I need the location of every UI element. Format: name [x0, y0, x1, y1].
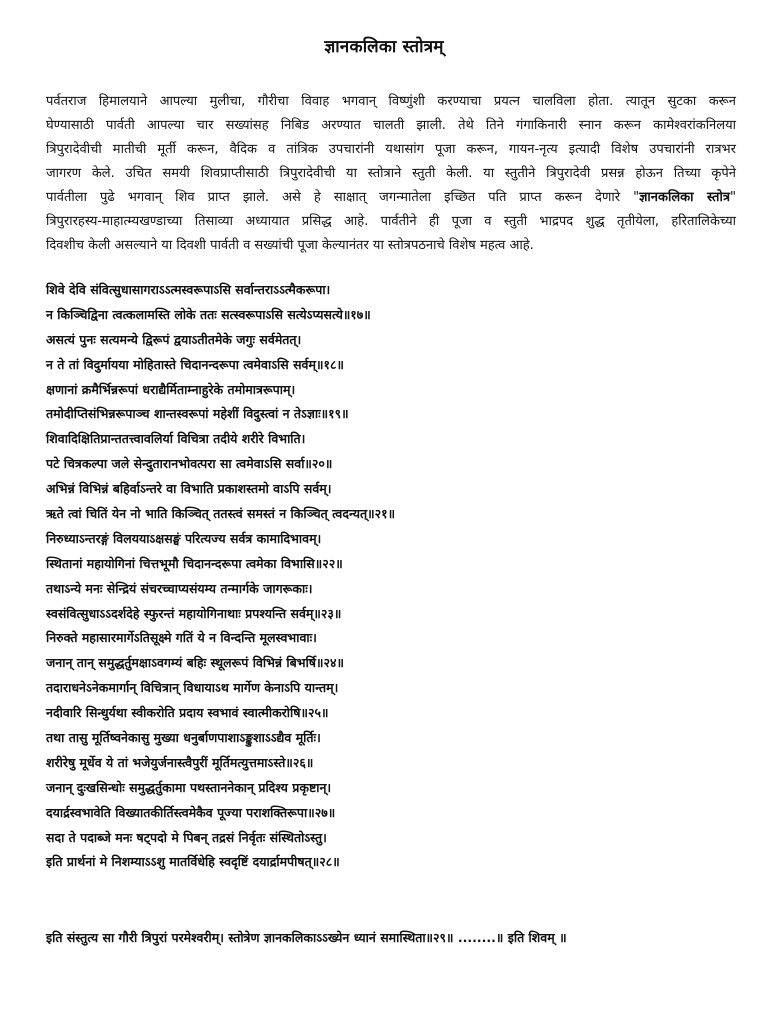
- verse-line: स्थितानां महायोगिनां चित्तभूमौ चिदानन्दरूपा त्वमेका विभासि॥२२॥: [46, 555, 343, 571]
- verse-line: ऋते त्वां चितिं येन नो भाति किञ्चित् ततस्त्वं समस्तं न किञ्चित् त्वदन्यत्॥२१॥: [46, 506, 396, 522]
- intro-line: त्रिपुरादेवीची मातीची मूर्ती करून, वैदिक व तांत्रिक उपचारांनी यथासांग पूजा करून, गायन-नृत्य इत्यादी विशेष उपचारांनी रात्रभर: [46, 142, 736, 157]
- verse-line: तदाराधनेऽनेकमार्गान् विचित्रान् विधायाऽथ मार्गेण केनाऽपि यान्तम्।: [46, 680, 339, 696]
- intro-line: घेण्यासाठी पार्वती आपल्या चार सख्यांसह निबिड अरण्यात चालती झाली. तेथे तिने गंगाकिनारी स्नान करून कामेश्वरांकनिलया: [46, 118, 736, 133]
- intro-line: त्रिपुरारहस्य-माहात्म्यखण्डाच्या तिसाव्या अध्यायात प्रसिद्ध आहे. पार्वतीने ही पूजा व स्तुती भाद्रपद शुद्ध तृतीयेला, हरितालिकेच्या: [46, 214, 736, 229]
- intro-paragraph: [46, 90, 736, 258]
- verse-line: पटे चित्रकल्पा जले सेन्दुतारानभोवत्परा सा त्वमेवाऽसि सर्वा॥२०॥: [46, 456, 333, 472]
- intro-line-with-title: [46, 186, 736, 210]
- verse-line: शिवादिक्षितिप्रान्ततत्त्वावलिर्या विचित्रा तदीये शरीरे विभाति।: [46, 431, 306, 447]
- verse-line: इति प्रार्थनां मे निशम्याऽऽशु मातर्विधेहि स्वदृष्टिं दयार्द्रामपीषत्॥२८॥: [46, 854, 340, 870]
- verse-line: शरीरेषु मूर्धेव ये तां भजेयुर्जनास्त्वैपुरीं मूर्तिमत्युत्तमाऽस्ते॥२६॥: [46, 754, 314, 770]
- intro-line-text: पार्वतीला पुढे भगवान् शिव प्राप्त झाले. असे हे साक्षात् जगन्मातेला इच्छित पति प्राप्त करून देणारे ": [46, 190, 640, 205]
- verse-list: [46, 278, 736, 875]
- verse-line: निरुध्याऽन्तरङ्गं विलययाऽक्षसङ्घं परित्यज्य सर्वत्र कामादिभावम्।: [46, 530, 322, 546]
- verse-line: सदा ते पदाब्जे मनः षट्पदो मे पिबन् तद्रसं निर्वृतः संस्थितोऽस्तु।: [46, 829, 327, 845]
- stotra-name-bold: ज्ञानकलिका स्तोत्र: [639, 190, 730, 205]
- intro-line: दिवशीच केली असल्याने या दिवशी पार्वती व सख्यांची पूजा केल्यानंतर या स्तोत्रपठनाचे विशेष महत्व आहे.: [46, 238, 534, 253]
- closing-verse: इति संस्तुत्य सा गौरी त्रिपुरां परमेश्वरीम्। स्तोत्रेण ज्ञानकलिकाऽऽख्येन ध्यानं समास्थिता॥२९॥ ........॥ इति शिवम् ॥: [46, 930, 567, 945]
- verse-line: अभिन्नं विभिन्नं बहिर्वाऽन्तरे वा विभाति प्रकाशस्तमो वाऽपि सर्वम्।: [46, 481, 332, 497]
- verse-line: न किञ्चिद्विना त्वत्कलामस्ति लोके ततः सत्स्वरूपाऽसि सत्येऽप्यसत्ये॥१७॥: [46, 306, 371, 322]
- verse-line: निरुक्ते महासारमार्गेऽतिसूक्ष्मे गतिं ये न विन्दन्ति मूलस्वभावाः।: [46, 630, 317, 646]
- verse-line: तमोदीप्तिसंभिन्नरूपाञ्च शान्तस्वरूपां महेशीं विदुस्त्वां न तेऽज्ञाः॥१९॥: [46, 406, 349, 422]
- page-title: ज्ञानकलिका स्तोत्रम्: [324, 37, 444, 57]
- verse-line: क्षणानां क्रमैर्भिन्नरूपां धराद्यैर्मिताम्नाहुरेके तमोमात्ररूपाम्।: [46, 381, 296, 397]
- verse-line: स्वसंवित्सुधाऽऽदर्शदेहे स्फुरन्तं महायोगिनाथाः प्रपश्यन्ति सर्वम्॥२३॥: [46, 605, 342, 621]
- intro-line: जागरण केले. उचित समयी शिवप्राप्तीसाठी त्रिपुरादेवीची या स्तोत्राने स्तुती केली. या स्तुतीने त्रिपुरादेवी प्रसन्न होऊन तिच्या कृपेने: [46, 166, 736, 181]
- verse-line: असत्यं पुनः सत्यमन्ये द्विरूपं द्वयाऽतीतमेके जगुः सर्वमेतत्।: [46, 331, 302, 347]
- verse-line: नदीवारि सिन्धुर्यथा स्वीकरोति प्रदाय स्वभावं स्वात्मीकरोषि॥२५॥: [46, 705, 329, 721]
- intro-line: पर्वतराज हिमालयाने आपल्या मुलीचा, गौरीचा विवाह भगवान् विष्णुंशी करण्याचा प्रयत्न चालविला होता. त्यातून सुटका करून: [46, 94, 736, 109]
- intro-line-text: ": [730, 190, 736, 205]
- verse-line: तथा तासु मूर्तिष्वनेकासु मुख्या धनुर्बाणपाशाऽङ्कुशाऽऽद्यैव मूर्तिः।: [46, 730, 321, 746]
- verse-line: न ते तां विदुर्मायया मोहितास्ते चिदानन्दरूपा त्वमेवाऽसि सर्वम्॥१८॥: [46, 356, 344, 372]
- verse-line: दयार्द्रस्वभावेति विख्यातकीर्तिस्त्वमेकैव पूज्या पराशक्तिरूपा॥२७॥: [46, 804, 336, 820]
- verse-line: जनान् दुःखसिन्धोः समुद्धर्तुकामा पथस्ताननेकान् प्रदिश्य प्रकृष्टान्।: [46, 779, 332, 795]
- verse-line: शिवे देवि संवित्सुधासागराऽऽत्मस्वरूपाऽसि सर्वान्तराऽऽत्मैकरूपा।: [46, 282, 331, 297]
- verse-line: जनान् तान् समुद्धर्तुमक्षाऽवगम्यं बहिः स्थूलरूपं विभिन्नं बिभर्षि॥२४॥: [46, 655, 345, 671]
- verse-line: तथाऽन्ये मनः सेन्द्रियं संचरच्चाप्यसंयम्य तन्मार्गके जागरूकाः।: [46, 580, 313, 596]
